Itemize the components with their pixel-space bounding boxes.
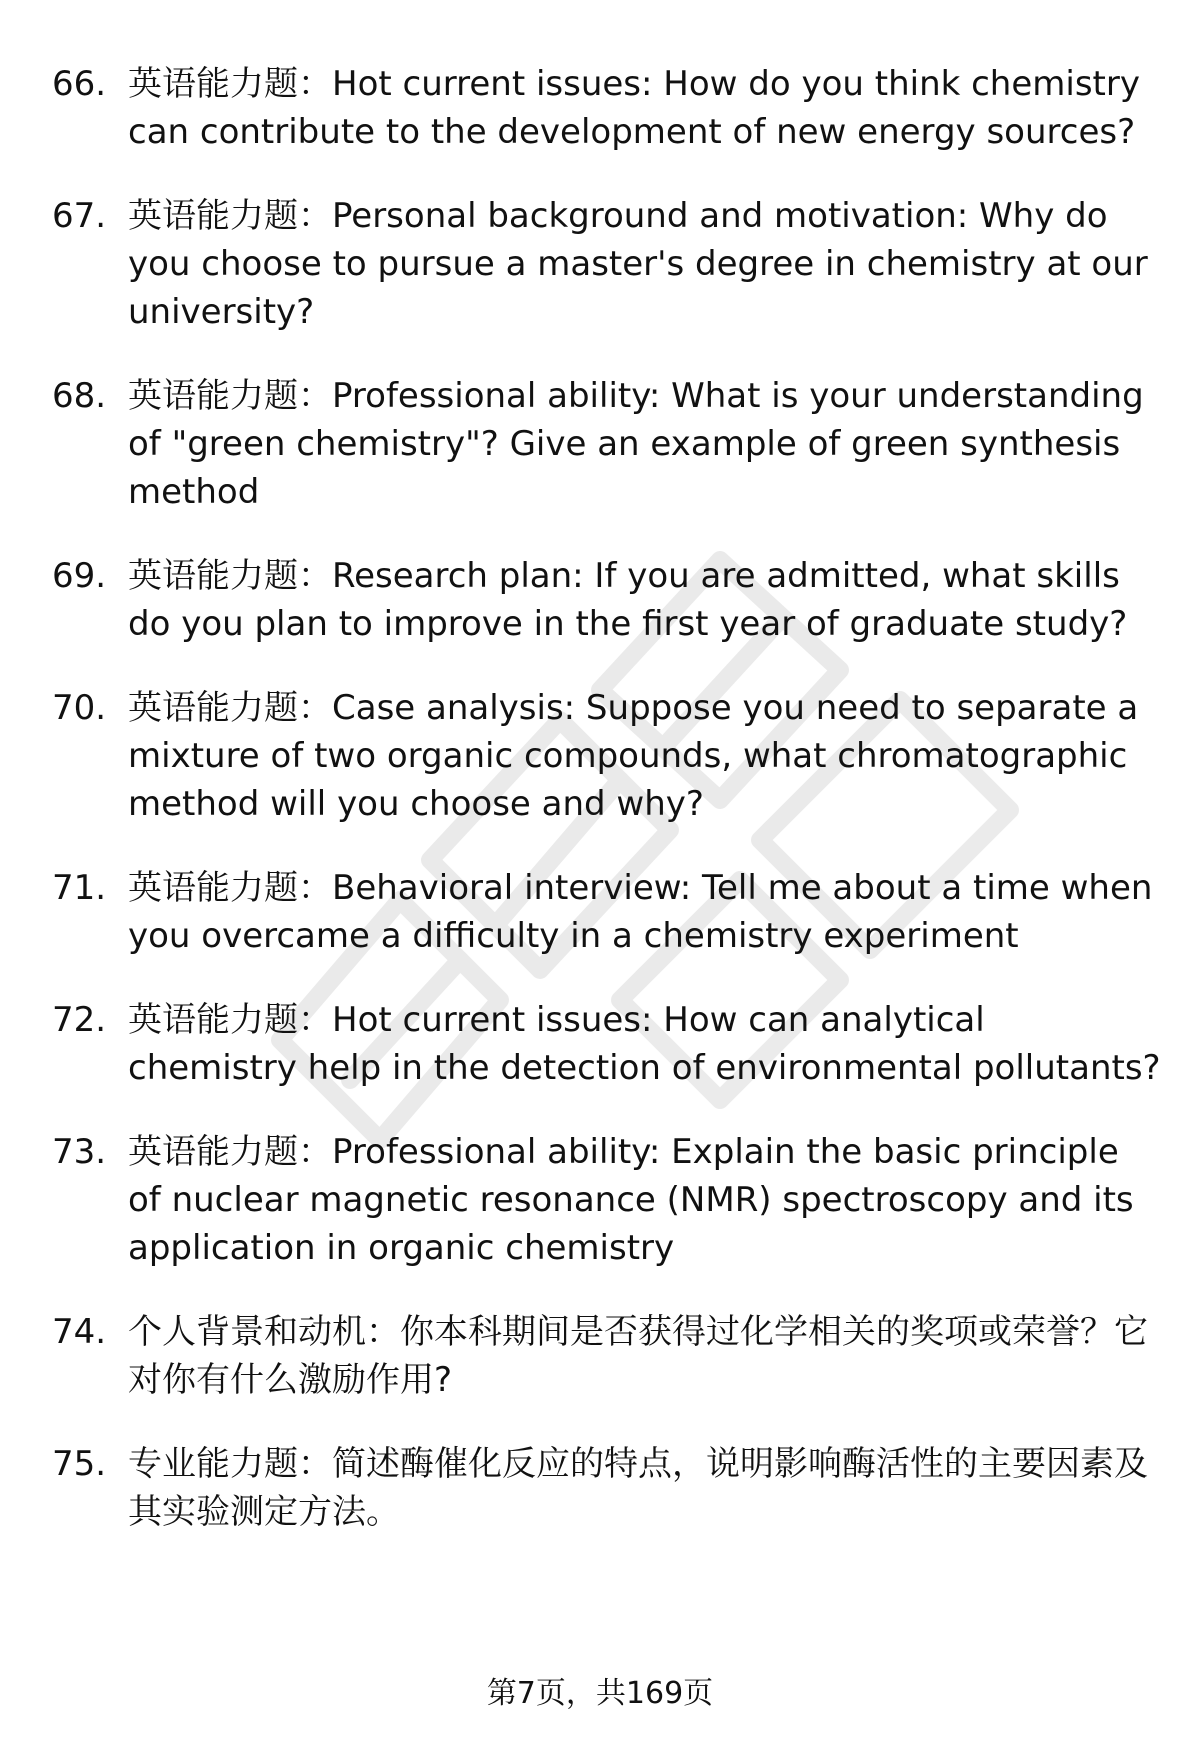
question-text: 英语能力题：Personal background and motivation: Why do you choose to pursue a master's degree in chemistry at our university?: [128, 196, 1148, 332]
question-item: [52, 684, 1162, 828]
question-item: [52, 60, 1162, 156]
question-number: 72.: [52, 1000, 107, 1040]
question-number: 75.: [52, 1444, 107, 1484]
question-number: 69.: [52, 556, 107, 596]
question-number: 68.: [52, 376, 107, 416]
question-list: [52, 60, 1162, 1572]
question-item: [52, 552, 1162, 648]
question-text: 英语能力题：Behavioral interview: Tell me about a time when you overcame a difficulty in a chemistry experiment: [128, 868, 1153, 956]
question-item: [52, 372, 1162, 516]
page-number-label: 第7页，共169页: [486, 1676, 714, 1711]
question-item: [52, 1128, 1162, 1272]
question-item: [52, 1440, 1162, 1536]
question-text: 个人背景和动机：你本科期间是否获得过化学相关的奖项或荣誉？它对你有什么激励作用?: [128, 1312, 1148, 1400]
question-number: 66.: [52, 64, 107, 104]
question-item: [52, 864, 1162, 960]
question-item: [52, 996, 1162, 1092]
question-number: 70.: [52, 688, 107, 728]
question-number: 67.: [52, 196, 107, 236]
question-text: 英语能力题：Hot current issues: How can analytical chemistry help in the detection of environmental pollutants?: [128, 1000, 1161, 1088]
question-item: [52, 192, 1162, 336]
question-text: 英语能力题：Case analysis: Suppose you need to separate a mixture of two organic compounds, what chromatographic method will you choose and why?: [128, 688, 1139, 824]
question-number: 74.: [52, 1312, 107, 1352]
question-number: 73.: [52, 1132, 107, 1172]
question-number: 71.: [52, 868, 107, 908]
question-text: 专业能力题：简述酶催化反应的特点，说明影响酶活性的主要因素及其实验测定方法。: [128, 1444, 1148, 1532]
page-footer: [0, 1674, 1200, 1714]
question-text: 英语能力题：Professional ability: What is your understanding of "green chemistry"? Give an example of green synthesis method: [128, 376, 1144, 512]
question-text: 英语能力题：Professional ability: Explain the basic principle of nuclear magnetic resonance (NMR) spectroscopy and its application in organic chemistry: [128, 1132, 1134, 1268]
question-text: 英语能力题：Research plan: If you are admitted, what skills do you plan to improve in the first year of graduate study?: [128, 556, 1128, 644]
question-text: 英语能力题：Hot current issues: How do you think chemistry can contribute to the development of new energy sources?: [128, 64, 1140, 152]
question-item: [52, 1308, 1162, 1404]
